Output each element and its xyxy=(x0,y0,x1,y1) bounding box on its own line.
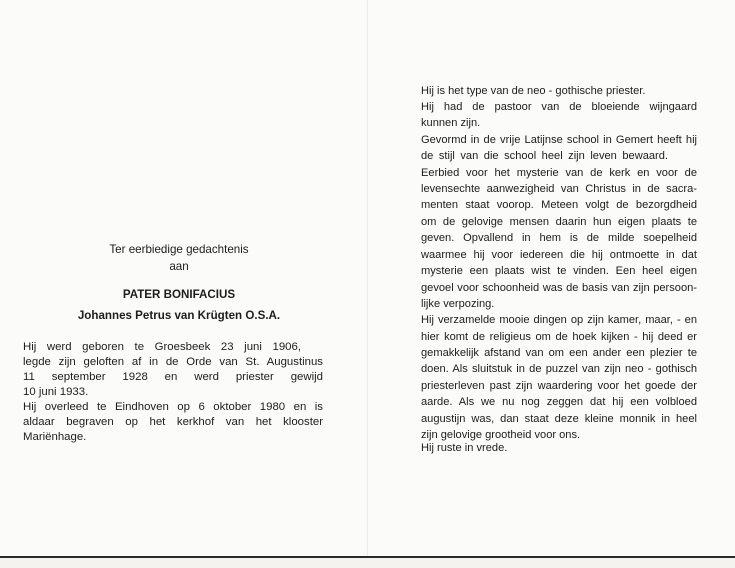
bio-line: 10 juni 1933. xyxy=(23,386,89,398)
bio-line: 11 september 1928 en werd priester gewijd xyxy=(23,371,323,383)
text-line: kunnen zijn. xyxy=(421,117,481,129)
text-line: Eerbied voor het mysterie van de kerk en voor de xyxy=(421,167,697,179)
text-line: Gevormd in de vrije Latijnse school in Gemert heeft hij xyxy=(421,134,697,146)
center-fold xyxy=(367,0,368,556)
text-line: lijke verpozing. xyxy=(421,298,495,310)
bio-line: Mariënhage. xyxy=(23,431,87,443)
text-line: Hij had de pastoor van de bloeiende wijngaard xyxy=(421,101,697,113)
bio-line: aldaar begraven op het kerkhof van het klooster xyxy=(23,416,323,428)
aan-text: aan xyxy=(169,260,189,273)
text-line: doen. Als sluitstuk in de puzzel van zijn neo - gothisch xyxy=(421,363,697,375)
bio-line: Hij overleed te Eindhoven op 6 oktober 1980 en is xyxy=(23,401,323,413)
full-name: Johannes Petrus van Krügten O.S.A. xyxy=(77,309,281,322)
text-line: hier komt de religieus om de hoek kijken - hij deed er xyxy=(421,331,697,343)
bio-line: legde zijn geloften af in de Orde van St. Augustinus xyxy=(23,356,323,368)
text-line: om de gelovige mensen daarin hun eigen plaats te xyxy=(421,216,697,228)
name-title: PATER BONIFACIUS xyxy=(122,288,236,301)
text-line: geven. Opvallend in hem is de milde soepelheid xyxy=(421,232,697,244)
text-line: aarde. Als we nu nog zeggen dat hij een volbloed xyxy=(421,396,697,408)
bio-line: Hij werd geboren te Groesbeek 23 juni 1906, xyxy=(23,341,301,353)
closing-line: Hij ruste in vrede. xyxy=(421,442,508,454)
text-line: menten staat voorop. Meteen volgt de bezorgdheid xyxy=(421,199,697,211)
text-line: de stijl van die school heel zijn leven bewaard. xyxy=(421,150,668,162)
text-line: priesterleven past zijn waardering voor het goede der xyxy=(421,380,697,392)
dedication-text: Ter eerbiedige gedachtenis xyxy=(109,243,249,256)
text-line: Hij verzamelde mooie dingen op zijn kamer, maar, - en xyxy=(421,314,697,326)
text-line: zijn gelovige grootheid voor ons. xyxy=(421,429,581,441)
bottom-edge xyxy=(0,556,735,568)
text-line: mysterie een plaats wist te vinden. Een heel eigen xyxy=(421,265,697,277)
text-line: levensechte aanwezigheid van Christus in de sacra- xyxy=(421,183,697,195)
text-line: waarmee hij voor iedereen die hij ontmoette in dat xyxy=(421,249,697,261)
text-line: gevoel voor schoonheid was de basis van zijn persoon- xyxy=(421,282,697,294)
text-line: augustijn was, dan staat deze kleine monnik in heel xyxy=(421,413,697,425)
text-line: gemakkelijk afstand van om een ander een plezier te xyxy=(421,347,697,359)
text-line: Hij is het type van de neo - gothische priester. xyxy=(421,85,646,97)
